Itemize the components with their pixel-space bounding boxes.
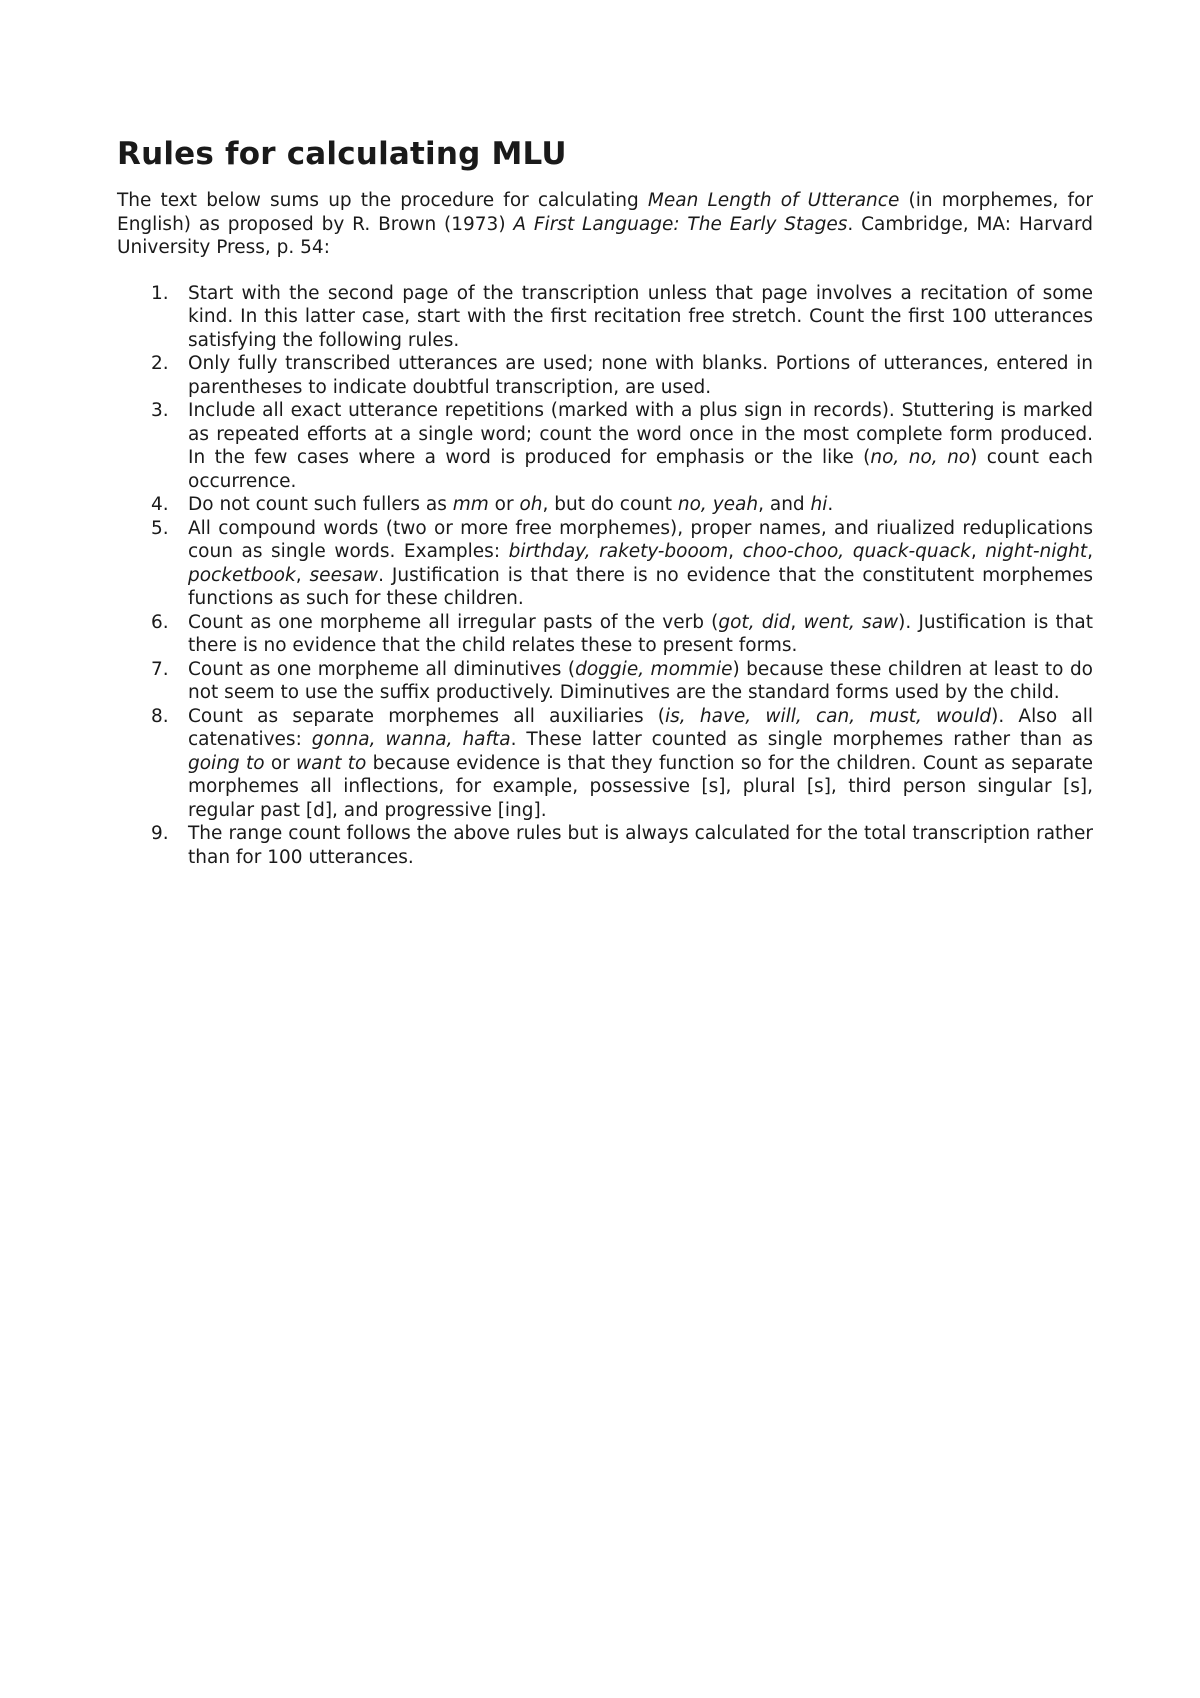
italic-text-run: hi — [810, 494, 828, 516]
italic-text-run: no, no, no — [870, 447, 971, 469]
rule-number: 3. — [151, 400, 169, 422]
rule-number: 7. — [151, 658, 169, 680]
italic-text-run: no, yeah — [677, 494, 759, 516]
rule-text — [188, 612, 1093, 657]
text-run: , — [970, 541, 986, 563]
intro-paragraph — [117, 189, 1093, 260]
rule-item-7 — [117, 658, 1093, 705]
rule-text — [188, 400, 1093, 492]
rule-item-6 — [117, 611, 1093, 658]
text-run: , — [295, 564, 310, 586]
text-run: . Cambridge, MA: Harvard University Press, p. 54: — [117, 213, 1093, 259]
rule-item-1 — [117, 282, 1093, 353]
italic-text-run: night-night — [985, 541, 1088, 563]
italic-text-run: seesaw — [309, 564, 379, 586]
rule-text — [188, 353, 1093, 398]
text-run: or — [488, 494, 520, 516]
rule-item-2 — [117, 352, 1093, 399]
text-run: . — [827, 494, 834, 516]
rule-item-9 — [117, 822, 1093, 869]
text-run: , — [790, 611, 804, 633]
text-run: (in morphemes, for English) as proposed by R. Brown (1973) — [117, 190, 1093, 235]
italic-text-run: going to — [188, 752, 265, 774]
text-run: ). Justification is that there is no evidence that the child relates these to present forms. — [188, 611, 1094, 657]
italic-text-run: pocketbook — [188, 564, 296, 586]
text-run: , but do count — [542, 494, 678, 516]
rule-text — [188, 518, 1093, 610]
rule-item-5 — [117, 517, 1093, 611]
italic-text-run: went, saw — [803, 611, 899, 633]
italic-text-run: doggie, mommie — [575, 658, 733, 680]
rule-text — [188, 706, 1093, 821]
rules-list — [117, 282, 1093, 870]
page-title: Rules for calculating MLU — [117, 136, 567, 172]
text-run: The text below sums up the procedure for calculating — [117, 190, 648, 212]
italic-text-run: A First Language: The Early Stages — [513, 213, 848, 235]
rule-number: 1. — [151, 282, 169, 304]
text-run: . Justification is that there is no evidence that the constitutent morphemes functions as such for these children. — [188, 564, 1093, 610]
rule-item-8 — [117, 705, 1093, 823]
rule-number: 6. — [151, 611, 169, 633]
text-run: All compound words (two or more free morphemes), proper names, and riualized reduplications coun as single words. Examples: — [188, 517, 1093, 563]
italic-text-run: mm — [452, 494, 489, 516]
rule-number: 4. — [151, 494, 169, 516]
rule-text — [188, 283, 1093, 351]
text-run: The range count follows the above rules but is always calculated for the total transcription rather than for 100 utterances. — [188, 823, 1093, 868]
rule-text — [188, 823, 1093, 868]
italic-text-run: want to — [296, 752, 367, 774]
text-run: Start with the second page of the transcription unless that page involves a recitation of some kind. In this latter case, start with the first recitation free stretch. Count the first 100 utterances satisfying the following rules. — [188, 282, 1093, 351]
document-page — [117, 136, 1093, 869]
text-run: ) because these children at least to do not seem to use the suffix productively. Diminutives are the standard forms used by the child. — [188, 658, 1094, 704]
italic-text-run: got, did — [718, 611, 791, 633]
text-run: Do not count such fullers as — [188, 494, 453, 516]
text-run: , — [728, 541, 743, 563]
rule-text — [188, 494, 833, 515]
text-run: Count as one morpheme all irregular pasts of the verb ( — [188, 611, 719, 633]
text-run: Only fully transcribed utterances are used; none with blanks. Portions of utterances, entered in parentheses to indicate doubtful transcription, are used. — [188, 353, 1093, 398]
text-run: , and — [758, 494, 811, 516]
text-run: Include all exact utterance repetitions (marked with a plus sign in records). Stuttering is marked as repeated efforts at a single word; count the word once in the most complete form produced. In the few cases where a word is produced for emphasis or the like ( — [188, 400, 1093, 469]
italic-text-run: choo-choo, quack-quack — [742, 541, 971, 563]
text-run: . These latter counted as single morphemes rather than as — [510, 729, 1094, 751]
text-run: ) count each occurrence. — [188, 447, 1093, 492]
italic-text-run: gonna, wanna, hafta — [311, 729, 511, 751]
text-run: Count as one morpheme all diminutives ( — [188, 658, 576, 680]
text-run: because evidence is that they function so for the children. Count as separate morphemes all inflections, for example, possessive [s], plural [s], third person singular [s], regular past [d], and progressive [ing]. — [188, 752, 1093, 821]
rule-item-4 — [117, 493, 1093, 517]
text-run: or — [264, 752, 297, 774]
text-run: ). Also all catenatives: — [188, 705, 1093, 751]
italic-text-run: birthday, rakety-booom — [508, 541, 729, 563]
rule-number: 2. — [151, 353, 169, 375]
rule-text — [188, 659, 1093, 704]
rule-number: 9. — [151, 823, 169, 845]
text-run: Count as separate morphemes all auxiliaries ( — [188, 705, 666, 727]
text-run: , — [1087, 541, 1094, 563]
rule-number: 5. — [151, 517, 169, 539]
rule-item-3 — [117, 399, 1093, 493]
rule-number: 8. — [151, 705, 169, 727]
italic-text-run: Mean Length of Utterance — [647, 190, 900, 212]
italic-text-run: oh — [519, 494, 543, 516]
italic-text-run: is, have, will, can, must, would — [665, 705, 992, 727]
